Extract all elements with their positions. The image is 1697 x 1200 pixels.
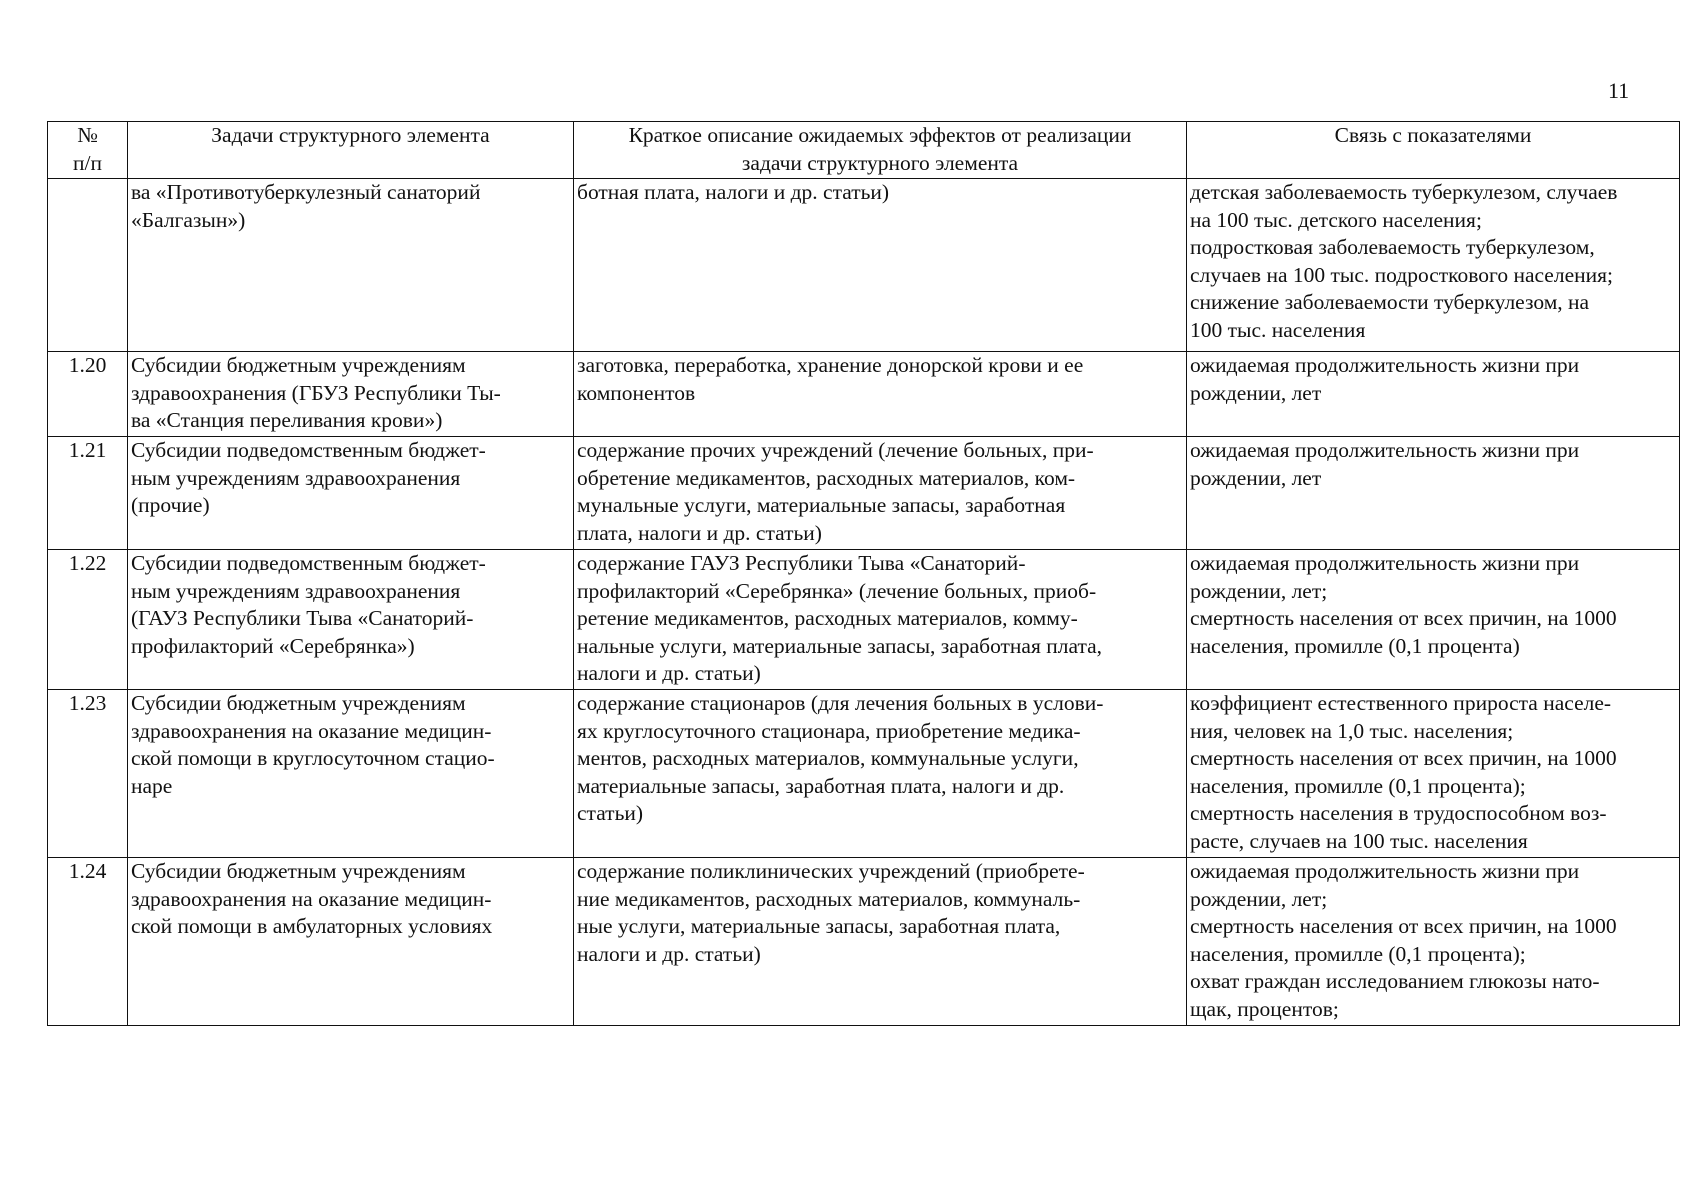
cell-line: мунальные услуги, материальные запасы, заработная (577, 493, 1066, 517)
cell-line: ретение медикаментов, расходных материалов, комму- (577, 606, 1078, 630)
cell-line: компонентов (577, 380, 696, 405)
table-header-row (48, 122, 1680, 179)
cell-line: статьи) (577, 801, 644, 825)
cell-line: подростковая заболеваемость туберкулезом, (1190, 235, 1595, 259)
cell-line: содержание стационаров (для лечения больных в услови- (577, 691, 1104, 715)
cell-line: ботная плата, налоги и др. статьи) (577, 180, 890, 204)
effects-cell (574, 690, 1187, 858)
cell-line: «Балгазын») (131, 207, 246, 232)
cell-line: рождении, лет; (1190, 578, 1328, 603)
cell-line: плата, налоги и др. статьи) (577, 520, 822, 545)
table-row (48, 352, 1680, 437)
cell-line: детская заболеваемость туберкулезом, случаев (1190, 180, 1618, 204)
cell-line: (прочие) (131, 493, 210, 517)
cell-line: ожидаемая продолжительность жизни при (1190, 353, 1580, 377)
page-number: 11 (1608, 78, 1630, 103)
effects-cell (574, 858, 1187, 1026)
cell-line: ожидаемая продолжительность жизни при (1190, 551, 1580, 575)
cell-line: ные услуги, материальные запасы, заработная плата, (577, 914, 1061, 938)
header-effects (574, 122, 1187, 179)
indicators-cell (1187, 352, 1680, 437)
cell-line: обретение медикаментов, расходных материалов, ком- (577, 465, 1076, 490)
cell-line: смертность населения от всех причин, на 1000 (1190, 606, 1617, 630)
effects-cell (574, 179, 1187, 352)
indicators-cell (1187, 437, 1680, 550)
cell-line: Субсидии бюджетным учреждениям (131, 691, 466, 715)
header-task (128, 122, 574, 179)
cell-line: содержание поликлинических учреждений (приобрете- (577, 859, 1085, 883)
cell-line: смертность населения от всех причин, на 1000 (1190, 746, 1617, 770)
cell-line: ва «Противотуберкулезный санаторий (131, 180, 481, 204)
task-cell (128, 550, 574, 690)
row-number-cell (48, 179, 128, 352)
cell-line: профилакторий «Серебрянка» (лечение больных, приоб- (577, 578, 1097, 603)
cell-line: здравоохранения (ГБУЗ Республики Ты- (131, 380, 501, 405)
cell-line: на 100 тыс. детского населения; (1190, 207, 1482, 232)
cell-line: охват граждан исследованием глюкозы нато- (1190, 969, 1600, 993)
cell-line: рождении, лет; (1190, 886, 1328, 911)
header-line: п/п (73, 150, 102, 175)
table-row (48, 858, 1680, 1026)
cell-line: расте, случаев на 100 тыс. населения (1190, 828, 1528, 853)
cell-line: ния, человек на 1,0 тыс. населения; (1190, 718, 1514, 743)
header-line: Связь с показателями (1334, 123, 1532, 147)
cell-line: (ГАУЗ Республики Тыва «Санаторий- (131, 606, 474, 630)
cell-line: ние медикаментов, расходных материалов, коммуналь- (577, 886, 1081, 911)
cell-line: заготовка, переработка, хранение донорской крови и ее (577, 353, 1084, 377)
cell-line: налоги и др. статьи) (577, 661, 761, 685)
cell-line: нальные услуги, материальные запасы, заработная плата, (577, 633, 1103, 658)
cell-line: содержание прочих учреждений (лечение больных, при- (577, 438, 1094, 462)
table-row (48, 179, 1680, 352)
cell-line: снижение заболеваемости туберкулезом, на (1190, 290, 1590, 314)
indicators-cell (1187, 858, 1680, 1026)
cell-line: ях круглосуточного стационара, приобретение медика- (577, 718, 1081, 743)
cell-line: наре (131, 773, 173, 798)
cell-line: случаев на 100 тыс. подросткового населения; (1190, 262, 1613, 287)
cell-line: Субсидии подведомственным бюджет- (131, 551, 486, 575)
table-row (48, 690, 1680, 858)
cell-line: населения, промилле (0,1 процента) (1190, 633, 1520, 658)
cell-line: ным учреждениям здравоохранения (131, 465, 461, 490)
task-cell (128, 179, 574, 352)
row-number-cell: 1.20 (48, 352, 128, 437)
header-number (48, 122, 128, 179)
effects-cell (574, 550, 1187, 690)
cell-line: смертность населения в трудоспособном воз- (1190, 801, 1607, 825)
cell-line: содержание ГАУЗ Республики Тыва «Санаторий- (577, 551, 1026, 575)
cell-line: ожидаемая продолжительность жизни при (1190, 438, 1580, 462)
header-line: № (77, 123, 98, 147)
cell-line: ным учреждениям здравоохранения (131, 578, 461, 603)
task-cell (128, 858, 574, 1026)
task-cell (128, 690, 574, 858)
cell-line: ской помощи в амбулаторных условиях (131, 914, 493, 938)
effects-cell (574, 437, 1187, 550)
cell-line: здравоохранения на оказание медицин- (131, 886, 492, 911)
cell-line: щак, процентов; (1190, 996, 1339, 1021)
indicators-cell (1187, 179, 1680, 352)
header-line: Краткое описание ожидаемых эффектов от реализации (628, 123, 1132, 147)
cell-line: ва «Станция переливания крови») (131, 408, 443, 432)
effects-cell (574, 352, 1187, 437)
row-number-cell: 1.21 (48, 437, 128, 550)
table-row (48, 437, 1680, 550)
row-number-cell: 1.22 (48, 550, 128, 690)
table-row (48, 550, 1680, 690)
program-table (47, 121, 1680, 1026)
header-line: Задачи структурного элемента (211, 123, 490, 147)
indicators-cell (1187, 690, 1680, 858)
cell-line: ментов, расходных материалов, коммунальные услуги, (577, 746, 1079, 770)
header-line: задачи структурного элемента (741, 150, 1019, 175)
cell-line: населения, промилле (0,1 процента); (1190, 941, 1526, 966)
row-number-cell: 1.23 (48, 690, 128, 858)
cell-line: 100 тыс. населения (1190, 317, 1366, 342)
cell-line: рождении, лет (1190, 465, 1322, 490)
indicators-cell (1187, 550, 1680, 690)
cell-line: коэффициент естественного прироста населе- (1190, 691, 1612, 715)
cell-line: ожидаемая продолжительность жизни при (1190, 859, 1580, 883)
cell-line: здравоохранения на оказание медицин- (131, 718, 492, 743)
cell-line: налоги и др. статьи) (577, 941, 761, 966)
cell-line: материальные запасы, заработная плата, налоги и др. (577, 773, 1065, 798)
cell-line: Субсидии бюджетным учреждениям (131, 353, 466, 377)
cell-line: Субсидии подведомственным бюджет- (131, 438, 486, 462)
cell-line: рождении, лет (1190, 380, 1322, 405)
task-cell (128, 352, 574, 437)
cell-line: профилакторий «Серебрянка») (131, 633, 415, 658)
header-indicators (1187, 122, 1680, 179)
cell-line: населения, промилле (0,1 процента); (1190, 773, 1526, 798)
cell-line: Субсидии бюджетным учреждениям (131, 859, 466, 883)
cell-line: ской помощи в круглосуточном стацио- (131, 746, 495, 770)
row-number-cell: 1.24 (48, 858, 128, 1026)
cell-line: смертность населения от всех причин, на 1000 (1190, 914, 1617, 938)
task-cell (128, 437, 574, 550)
